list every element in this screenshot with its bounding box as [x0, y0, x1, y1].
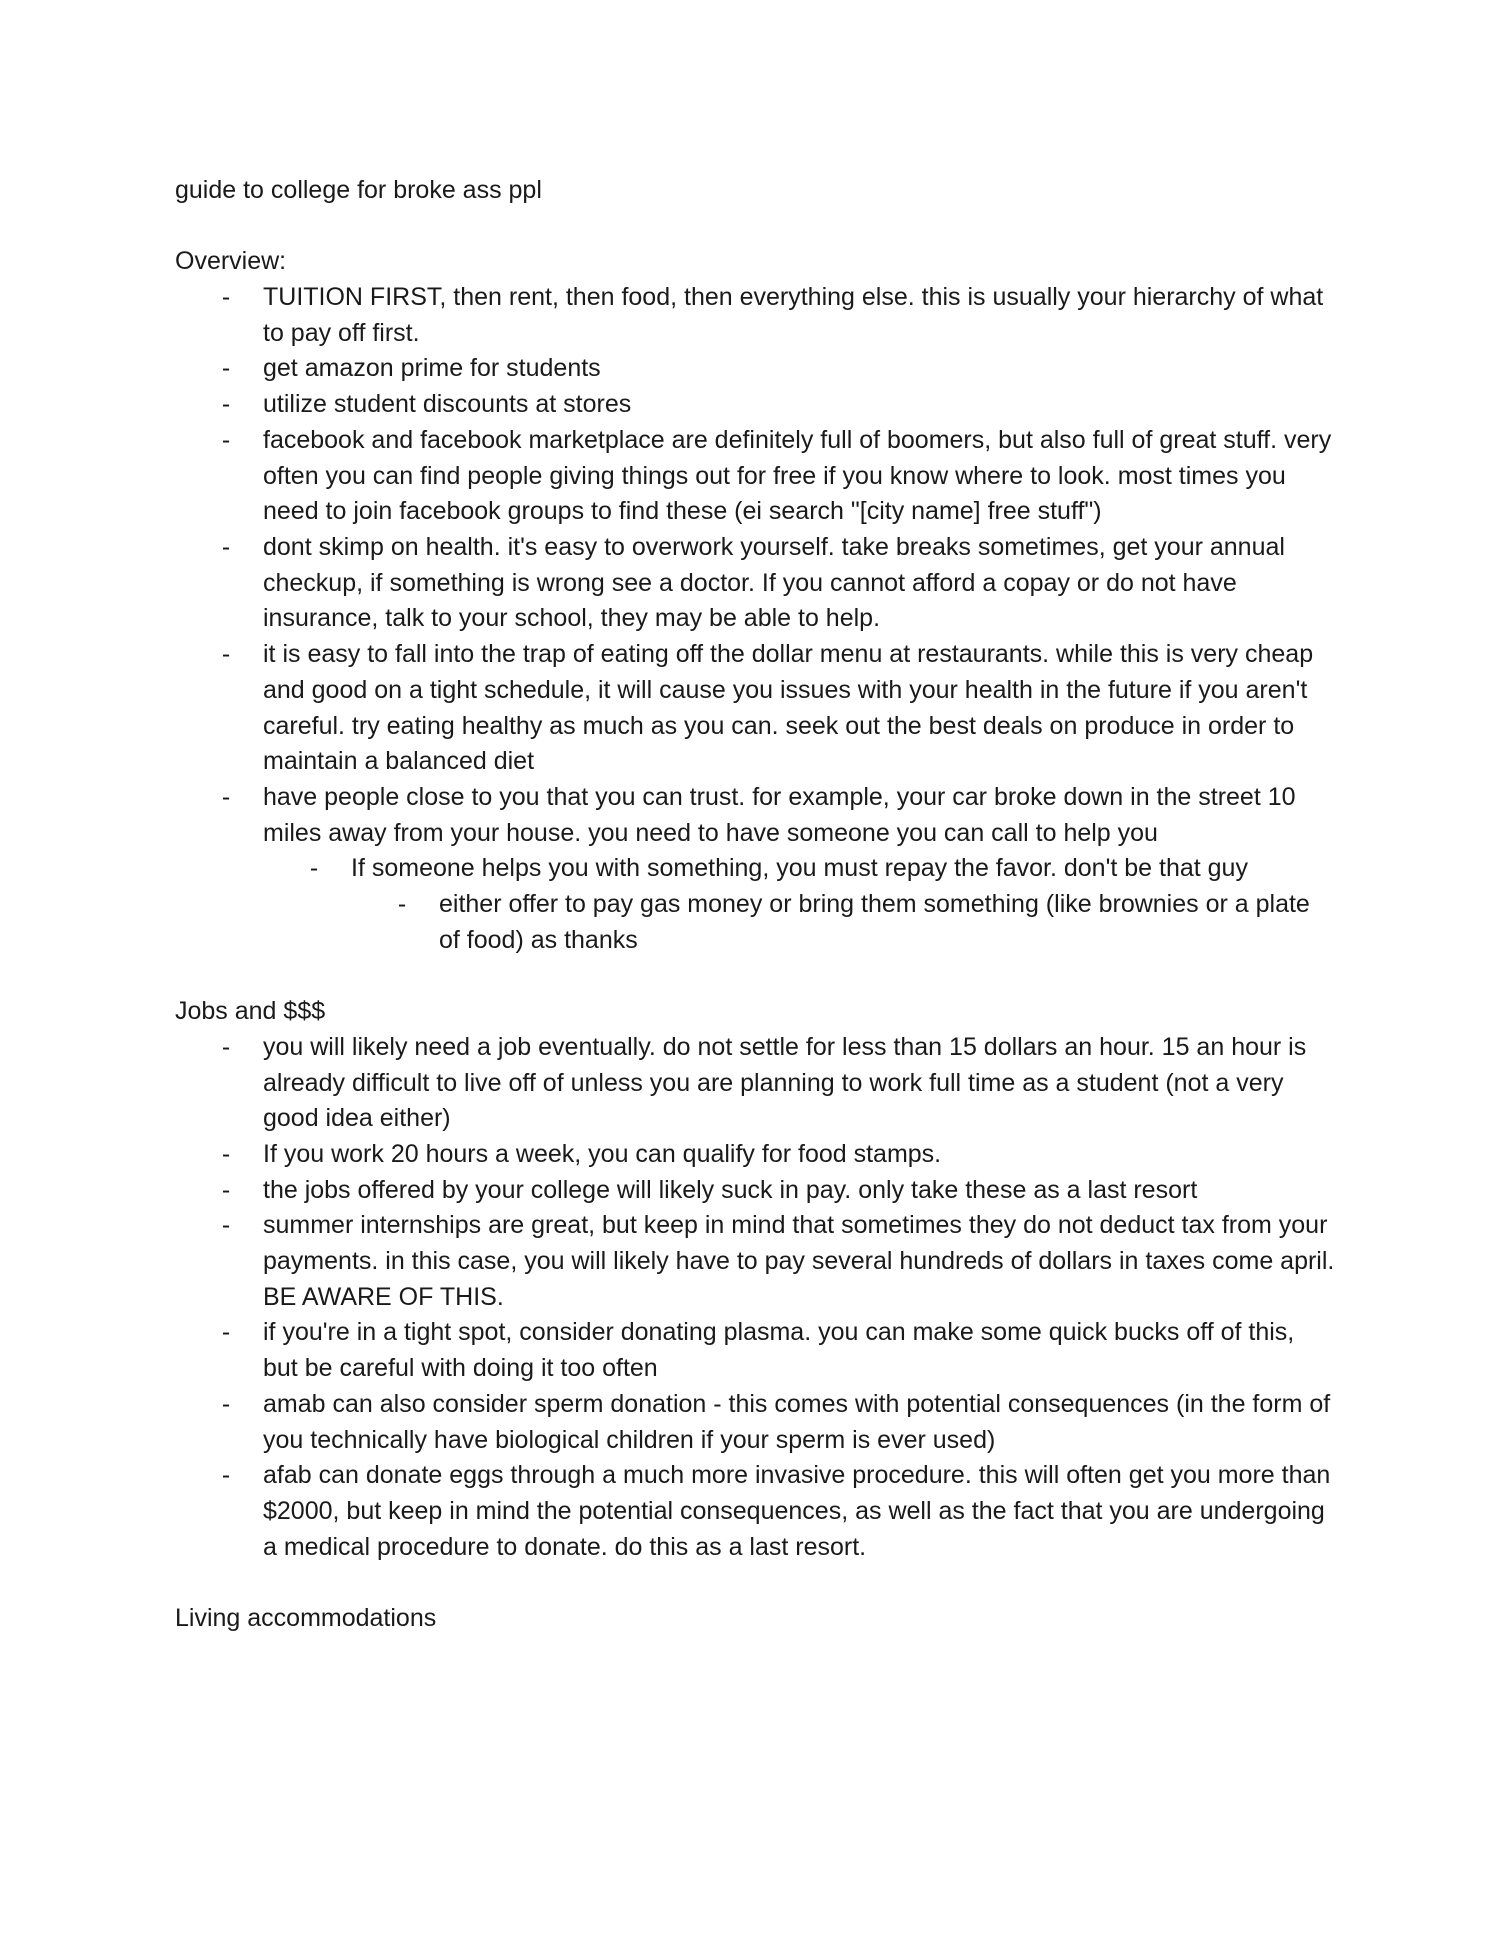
overview-list [175, 280, 1335, 958]
list-item: - you will likely need a job eventually. do not settle for less than 15 dollars an hour. 15 an hour is already difficult to live off of unless you are planning to work full time as a student (not a very good idea either) [175, 1030, 1335, 1137]
list-item: - TUITION FIRST, then rent, then food, then everything else. this is usually your hierarchy of what to pay off first. [175, 280, 1335, 351]
dash-bullet: - [221, 1389, 231, 1418]
dash-bullet: - [221, 283, 231, 312]
document-title: guide to college for broke ass ppl [175, 176, 542, 204]
list-item: - summer internships are great, but keep in mind that sometimes they do not deduct tax from your payments. in this case, you will likely have to pay several hundreds of dollars in taxes come april. BE AWARE OF THIS. [175, 1208, 1335, 1315]
dash-bullet: - [221, 1318, 231, 1347]
nested-list [263, 851, 1335, 958]
dash-bullet: - [221, 532, 231, 561]
dash-bullet: - [397, 890, 407, 919]
list-item: - the jobs offered by your college will likely suck in pay. only take these as a last resort [175, 1173, 1335, 1209]
list-item: - dont skimp on health. it's easy to overwork yourself. take breaks sometimes, get your annual checkup, if something is wrong see a doctor. If you cannot afford a copay or do not have insurance, talk to your school, they may be able to help. [175, 530, 1335, 637]
dash-bullet: - [221, 1139, 231, 1168]
section-heading-living: Living accommodations [175, 1604, 437, 1633]
spacer [175, 958, 1335, 994]
list-item: - If you work 20 hours a week, you can qualify for food stamps. [175, 1137, 1335, 1173]
dash-bullet: - [221, 1461, 231, 1490]
list-item: - if you're in a tight spot, consider donating plasma. you can make some quick bucks off of this, but be careful with doing it too often [175, 1315, 1335, 1386]
dash-bullet: - [221, 354, 231, 383]
spacer [175, 1565, 1335, 1601]
dash-bullet: - [221, 425, 231, 454]
list-item: - it is easy to fall into the trap of eating off the dollar menu at restaurants. while this is very cheap and good on a tight schedule, it will cause you issues with your health in the future if you aren't careful. try eating healthy as much as you can. seek out the best deals on produce in order to maintain a balanced diet [175, 637, 1335, 780]
list-item: - get amazon prime for students [175, 351, 1335, 387]
list-item: - utilize student discounts at stores [175, 387, 1335, 423]
list-item: - amab can also consider sperm donation - this comes with potential consequences (in the form of you technically have biological children if your sperm is ever used) [175, 1387, 1335, 1458]
list-item: - have people close to you that you can trust. for example, your car broke down in the street 10 miles away from your house. you need to have someone you can call to help you - If someone helps you with something, you must repay the favor. don't be that guy - either offer to pay gas money or bring them something (like brownies or a plate of food) as thanks [175, 780, 1335, 959]
dash-bullet: - [221, 390, 231, 419]
dash-bullet: - [221, 1032, 231, 1061]
dash-bullet: - [221, 1211, 231, 1240]
list-item-nested-2: - either offer to pay gas money or bring them something (like brownies or a plate of food) as thanks [351, 887, 1335, 958]
dash-bullet: - [309, 854, 319, 883]
document-body [175, 173, 1335, 1637]
spacer [175, 209, 1335, 245]
list-item: - afab can donate eggs through a much more invasive procedure. this will often get you more than $2000, but keep in mind the potential consequences, as well as the fact that you are undergoing a medical procedure to donate. do this as a last resort. [175, 1458, 1335, 1565]
section-heading-jobs: Jobs and $$$ [175, 997, 326, 1026]
nested-list-level-3 [351, 887, 1335, 958]
section-heading-overview: Overview: [175, 247, 287, 276]
jobs-list [175, 1030, 1335, 1566]
list-item: - facebook and facebook marketplace are definitely full of boomers, but also full of great stuff. very often you can find people giving things out for free if you know where to look. most times you need to join facebook groups to find these (ei search "[city name] free stuff") [175, 423, 1335, 530]
dash-bullet: - [221, 640, 231, 669]
dash-bullet: - [221, 782, 231, 811]
list-item-nested: - If someone helps you with something, you must repay the favor. don't be that guy - either offer to pay gas money or bring them something (like brownies or a plate of food) as thanks [263, 851, 1335, 958]
dash-bullet: - [221, 1175, 231, 1204]
